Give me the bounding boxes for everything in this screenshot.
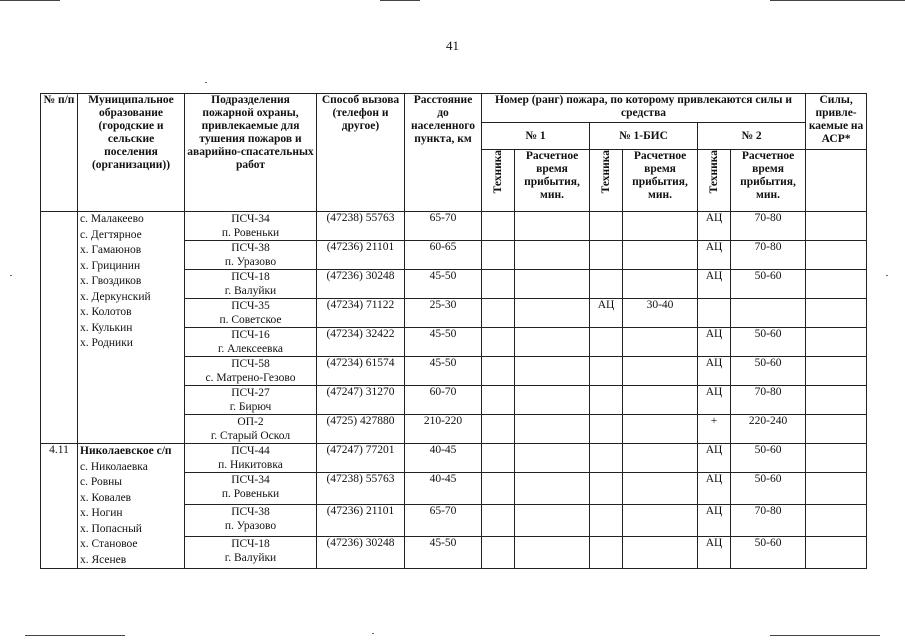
rank1bis-arrival <box>623 270 698 299</box>
rank1-equipment <box>482 473 515 505</box>
distance-cell: 45-50 <box>405 270 482 299</box>
settlement-name: х. Деркунский <box>80 290 151 303</box>
distance-cell: 40-45 <box>405 473 482 505</box>
department-cell <box>185 270 317 299</box>
department-cell <box>185 241 317 270</box>
rank1bis-equipment <box>590 505 623 537</box>
rank1bis-arrival <box>623 212 698 241</box>
department-location: п. Уразово <box>224 520 277 532</box>
phone-cell: (4725) 427880 <box>317 415 405 444</box>
rank1-arrival <box>515 212 590 241</box>
rank1-equipment <box>482 386 515 415</box>
fire-response-table <box>40 93 867 569</box>
scan-edge-line <box>770 0 905 1</box>
rank1-equipment <box>482 270 515 299</box>
rank1bis-equipment <box>590 415 623 444</box>
department-name: ПСЧ-34 <box>231 213 270 225</box>
header-arrival-rank1: Расчетное время прибытия, мин. <box>515 150 590 212</box>
distance-cell: 40-45 <box>405 444 482 473</box>
rank2-equipment <box>698 299 731 328</box>
phone-cell: (47234) 61574 <box>317 357 405 386</box>
rank1-equipment <box>482 537 515 569</box>
asr-cell <box>806 415 867 444</box>
rank1-arrival <box>515 299 590 328</box>
rank1-equipment <box>482 299 515 328</box>
settlement-name: х. Гвоздиков <box>80 275 142 287</box>
rank1bis-arrival <box>623 473 698 505</box>
phone-cell: (47236) 21101 <box>317 241 405 270</box>
department-name: ПСЧ-34 <box>231 474 270 486</box>
settlement-name: с. Ровны <box>80 476 123 488</box>
asr-cell <box>806 386 867 415</box>
header-asr: Силы, привле-каемые на АСР* <box>806 94 867 150</box>
asr-cell <box>806 328 867 357</box>
rank1-arrival <box>515 386 590 415</box>
department-name: ПСЧ-58 <box>231 358 270 370</box>
department-name: ПСЧ-38 <box>231 506 270 518</box>
header-arrival-rank2: Расчетное время прибытия, мин. <box>731 150 806 212</box>
distance-cell: 25-30 <box>405 299 482 328</box>
rank1-arrival <box>515 473 590 505</box>
municipality-name: Николаевское с/п <box>80 445 172 457</box>
asr-cell <box>806 212 867 241</box>
phone-cell: (47247) 31270 <box>317 386 405 415</box>
distance-cell: 45-50 <box>405 357 482 386</box>
asr-cell <box>806 444 867 473</box>
rank1bis-arrival <box>623 241 698 270</box>
distance-cell: 60-65 <box>405 241 482 270</box>
department-name: ПСЧ-38 <box>231 242 270 254</box>
rank1bis-equipment <box>590 212 623 241</box>
rank2-arrival <box>731 299 806 328</box>
header-rank-2: № 2 <box>698 123 806 150</box>
rank1bis-equipment <box>590 241 623 270</box>
rank1-equipment <box>482 415 515 444</box>
rank1bis-equipment <box>590 473 623 505</box>
rank2-equipment: АЦ <box>698 357 731 386</box>
phone-cell: (47236) 30248 <box>317 537 405 569</box>
rank1-arrival <box>515 357 590 386</box>
page-number: 41 <box>446 38 459 53</box>
rank1bis-arrival <box>623 505 698 537</box>
rank2-arrival: 50-60 <box>731 270 806 299</box>
header-fire-rank: Номер (ранг) пожара, по которому привлекаются силы и средства <box>482 94 806 123</box>
rank1-arrival <box>515 415 590 444</box>
rank1bis-arrival <box>623 444 698 473</box>
scan-edge-line <box>380 0 420 1</box>
department-name: ПСЧ-27 <box>231 387 270 399</box>
asr-cell <box>806 537 867 569</box>
phone-cell: (47234) 32422 <box>317 328 405 357</box>
rank1-arrival <box>515 537 590 569</box>
rank1bis-equipment <box>590 444 623 473</box>
rank2-arrival: 70-80 <box>731 241 806 270</box>
asr-cell <box>806 241 867 270</box>
distance-cell: 45-50 <box>405 328 482 357</box>
rank2-equipment: АЦ <box>698 473 731 505</box>
settlement-name: х. Попасный <box>80 522 142 535</box>
department-location: г. Бирюч <box>229 401 272 413</box>
distance-cell: 60-70 <box>405 386 482 415</box>
department-location: г. Старый Оскол <box>210 430 291 442</box>
header-num: № п/п <box>41 94 78 212</box>
department-location: г. Алексеевка <box>217 343 284 355</box>
asr-cell <box>806 357 867 386</box>
asr-cell <box>806 270 867 299</box>
rank2-arrival: 50-60 <box>731 473 806 505</box>
rank1bis-equipment <box>590 270 623 299</box>
settlement-name: х. Ковалев <box>80 491 132 504</box>
phone-cell: (47238) 55763 <box>317 212 405 241</box>
rank1-arrival <box>515 328 590 357</box>
phone-cell: (47234) 71122 <box>317 299 405 328</box>
distance-cell: 65-70 <box>405 505 482 537</box>
rank2-equipment: АЦ <box>698 241 731 270</box>
header-call-method: Способ вызова (телефон и другое) <box>317 94 405 212</box>
rank1-arrival <box>515 505 590 537</box>
department-cell <box>185 299 317 328</box>
rank2-arrival: 70-80 <box>731 386 806 415</box>
rank1bis-equipment <box>590 386 623 415</box>
settlement-name: х. Колотов <box>80 306 132 318</box>
scan-speck <box>205 82 207 83</box>
row-number <box>41 212 78 444</box>
header-equipment-rank1: Техника <box>482 150 515 212</box>
asr-cell <box>806 473 867 505</box>
rank1bis-arrival <box>623 537 698 569</box>
department-cell <box>185 473 317 505</box>
distance-cell: 45-50 <box>405 537 482 569</box>
rank1bis-equipment <box>590 357 623 386</box>
rank2-arrival: 70-80 <box>731 212 806 241</box>
department-cell <box>185 357 317 386</box>
rank1-arrival <box>515 444 590 473</box>
scan-speck <box>886 275 888 276</box>
rank2-arrival: 50-60 <box>731 328 806 357</box>
rank2-equipment: АЦ <box>698 386 731 415</box>
rank2-equipment: АЦ <box>698 270 731 299</box>
header-distance: Расстояние до населенного пункта, км <box>405 94 482 212</box>
asr-cell <box>806 299 867 328</box>
header-rank-1: № 1 <box>482 123 590 150</box>
department-name: ОП-2 <box>237 416 264 428</box>
header-asr-empty <box>806 150 867 212</box>
department-location: с. Матрено-Гезово <box>205 372 296 384</box>
distance-cell: 65-70 <box>405 212 482 241</box>
phone-cell: (47238) 55763 <box>317 473 405 505</box>
scan-edge-line <box>25 635 125 636</box>
row-number: 4.11 <box>41 444 78 569</box>
department-cell <box>185 212 317 241</box>
department-cell <box>185 415 317 444</box>
rank1bis-arrival <box>623 357 698 386</box>
rank1bis-arrival <box>623 415 698 444</box>
rank2-arrival: 220-240 <box>731 415 806 444</box>
department-location: п. Ровеньки <box>221 227 280 239</box>
settlement-name: х. Ногин <box>80 507 123 519</box>
header-equipment-rank1bis: Техника <box>590 150 623 212</box>
rank2-arrival: 50-60 <box>731 357 806 386</box>
rank1-equipment <box>482 505 515 537</box>
settlement-name: с. Дегтярное <box>80 228 142 241</box>
rank2-equipment: АЦ <box>698 212 731 241</box>
department-location: п. Никитовка <box>218 459 283 471</box>
rank2-equipment: АЦ <box>698 537 731 569</box>
municipality-cell <box>78 212 185 444</box>
department-name: ПСЧ-16 <box>231 329 270 341</box>
department-name: ПСЧ-44 <box>231 445 270 457</box>
department-cell <box>185 505 317 537</box>
rank2-arrival: 50-60 <box>731 537 806 569</box>
scan-speck <box>10 275 12 276</box>
department-cell <box>185 386 317 415</box>
settlement-name: х. Кулькин <box>80 321 133 334</box>
rank1bis-equipment: АЦ <box>590 299 623 328</box>
settlement-name: х. Гамаюнов <box>80 244 142 256</box>
rank2-arrival: 70-80 <box>731 505 806 537</box>
rank1bis-arrival <box>623 386 698 415</box>
settlement-name: х. Ясенев <box>80 553 127 566</box>
department-cell <box>185 444 317 473</box>
phone-cell: (47247) 77201 <box>317 444 405 473</box>
phone-cell: (47236) 30248 <box>317 270 405 299</box>
rank1-equipment <box>482 241 515 270</box>
department-cell <box>185 537 317 569</box>
rank2-equipment: + <box>698 415 731 444</box>
department-location: п. Советское <box>219 314 282 326</box>
settlement-name: х. Родники <box>80 337 133 349</box>
rank2-equipment: АЦ <box>698 328 731 357</box>
rank2-equipment: АЦ <box>698 505 731 537</box>
header-departments: Подразделения пожарной охраны, привлекаемые для тушения пожаров и аварийно-спасательных работ <box>185 94 317 212</box>
settlement-name: х. Грицинин <box>80 259 141 272</box>
rank2-equipment: АЦ <box>698 444 731 473</box>
rank1-arrival <box>515 270 590 299</box>
department-location: п. Уразово <box>224 256 277 268</box>
phone-cell: (47236) 21101 <box>317 505 405 537</box>
distance-cell: 210-220 <box>405 415 482 444</box>
header-rank-1bis: № 1-БИС <box>590 123 698 150</box>
department-name: ПСЧ-18 <box>231 538 270 550</box>
municipality-cell <box>78 444 185 569</box>
rank1-equipment <box>482 328 515 357</box>
department-location: г. Валуйки <box>224 285 277 297</box>
settlement-name: х. Становое <box>80 538 138 550</box>
asr-cell <box>806 505 867 537</box>
department-name: ПСЧ-35 <box>231 300 270 312</box>
header-equipment-rank2: Техника <box>698 150 731 212</box>
header-arrival-rank1bis: Расчетное время прибытия, мин. <box>623 150 698 212</box>
rank1-equipment <box>482 357 515 386</box>
department-location: г. Валуйки <box>224 552 277 564</box>
rank1bis-arrival <box>623 328 698 357</box>
rank1bis-equipment <box>590 537 623 569</box>
scan-edge-line <box>0 0 60 1</box>
rank2-arrival: 50-60 <box>731 444 806 473</box>
department-cell <box>185 328 317 357</box>
settlement-name: с. Николаевка <box>80 460 148 473</box>
rank1bis-equipment <box>590 328 623 357</box>
rank1-equipment <box>482 444 515 473</box>
department-name: ПСЧ-18 <box>231 271 270 283</box>
rank1bis-arrival: 30-40 <box>623 299 698 328</box>
settlement-name: с. Малакеево <box>80 213 144 225</box>
scan-speck <box>372 633 374 634</box>
rank1-arrival <box>515 241 590 270</box>
header-municipality: Муниципальное образование (городские и сельские поселения (организации)) <box>78 94 185 212</box>
rank1-equipment <box>482 212 515 241</box>
scan-edge-line <box>770 635 880 636</box>
department-location: п. Ровеньки <box>221 488 280 500</box>
